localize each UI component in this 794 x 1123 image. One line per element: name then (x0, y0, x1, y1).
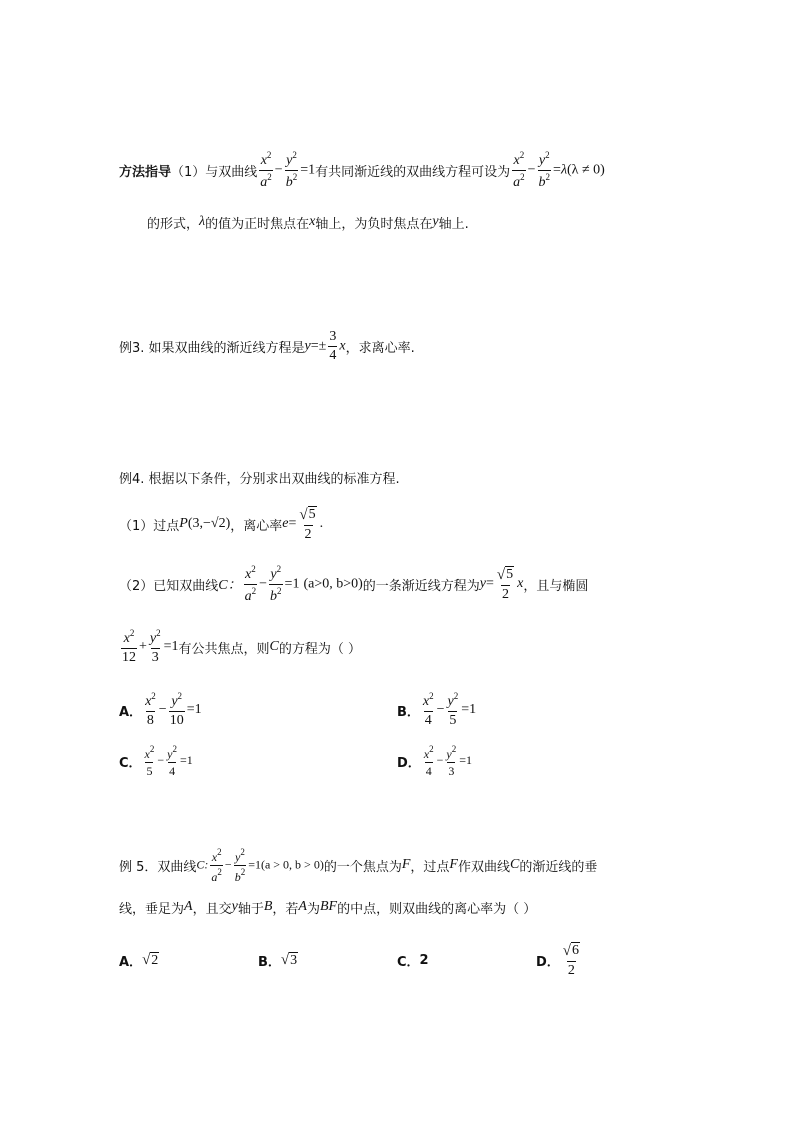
eccentricity-equation: e= √ 5 2 . (282, 506, 324, 542)
hyperbola-equation-lambda: $\frac{x^2}{a^2}$ − $\frac{y^2}{b^2}$ =λ(λ ≠ 0) (513, 149, 605, 190)
ex5-choice-a[interactable] (119, 940, 159, 980)
choice-label: C． (397, 954, 420, 970)
point-b: B (263, 899, 273, 914)
point-p: P(3,−√2) (179, 516, 231, 531)
focus-f: F (401, 857, 411, 872)
choice-b-formula: $\frac{x^2}{4}$ − $\frac{y^2}{5}$ =1 (422, 691, 477, 728)
asymptote-equation: y=± $\frac{3}{4}$ x (304, 328, 346, 363)
method-line-1 (119, 150, 605, 190)
ex5-d: 作双曲线 (457, 859, 510, 875)
hyperbola-c-equation: $\frac{x^2}{a^2}$ − $\frac{y^2}{b^2}$ =1 (a>0, b>0) (244, 563, 363, 604)
lambda-symbol: λ (199, 214, 206, 229)
y-axis-symbol: y (432, 214, 439, 229)
ellipse-equation: $\frac{x^2}{12}$ + $\frac{y^2}{3}$ =1 (122, 628, 179, 665)
asymptote-sqrt5: y= √ 5 2 x (479, 566, 524, 602)
example-5-line-1 (119, 845, 597, 885)
choice-c-formula: $\frac{x^2}{5}$ − $\frac{y^2}{4}$ =1 (144, 744, 193, 778)
ex4-choice-b[interactable] (397, 690, 476, 730)
y-axis-5: y (231, 899, 238, 914)
method-label: 方法指导 (119, 164, 172, 180)
choice-label: B． (258, 954, 281, 970)
method-line2-c: 轴上，为负时焦点在 (315, 216, 433, 232)
ex4-p2-d: 有公共焦点，则 (178, 641, 270, 657)
ex5-e: 的渐近线的垂 (519, 859, 598, 875)
segment-bf: BF (319, 899, 338, 914)
ex5-choice-d[interactable] (536, 940, 583, 980)
choice-a-formula: $\frac{x^2}{8}$ − $\frac{y^2}{10}$ =1 (145, 691, 202, 728)
choice-label: A． (119, 954, 143, 970)
ex3-prefix: 例3. 如果双曲线的渐近线方程是 (119, 340, 305, 356)
ex5-j: 为 (306, 901, 320, 917)
sqrt-3: √ 3 (280, 952, 298, 969)
ex5-f: 线，垂足为 (119, 901, 185, 917)
ex5-choice-c[interactable] (397, 940, 429, 980)
example-3 (119, 326, 415, 366)
ex4-p1-a: （1）过点 (119, 518, 180, 534)
ex3-suffix: ，求离心率. (345, 340, 415, 356)
choice-label: B． (397, 704, 420, 720)
method-line2-d: 轴上. (438, 216, 469, 232)
ex4-choice-a[interactable] (119, 690, 202, 730)
hyperbola-c-equation-5: C: $\frac{x^2}{a^2}$ − $\frac{y^2}{b^2}$ =1(a > 0, b > 0) (196, 846, 324, 884)
method-line2-b: 的值为正时焦点在 (205, 216, 310, 232)
ex4-p2-e: 的方程为（ ） (278, 641, 362, 657)
point-a-2: A (298, 899, 307, 914)
ex4-p2-a: （2）已知双曲线 (119, 578, 219, 594)
ex5-choice-b[interactable] (258, 940, 298, 980)
choice-c-value: 2 (419, 952, 429, 968)
point-a: A (184, 899, 193, 914)
curve-c-5: C (510, 857, 520, 872)
hyperbola-equation: $\frac{x^2}{a^2}$ − $\frac{y^2}{b^2}$ =1 (260, 149, 316, 190)
ex4-p1-b: ，离心率 (230, 518, 283, 534)
example-5-line-2 (119, 887, 536, 927)
ex5-a: 例 5．双曲线 (119, 859, 197, 875)
focus-f-2: F (449, 857, 458, 872)
ex5-c: ，过点 (410, 859, 450, 875)
ex5-b: 的一个焦点为 (323, 859, 402, 875)
choice-label: A． (119, 704, 143, 720)
ex5-g: ，且交 (192, 901, 232, 917)
method-text-2: 有共同渐近线的双曲线方程可设为 (315, 164, 511, 180)
example-4-part-2 (119, 564, 588, 604)
ex4-p2-c: ，且与椭圆 (523, 578, 589, 594)
method-line2-a: 的形式， (147, 216, 200, 232)
curve-c-symbol: C (269, 639, 279, 654)
choice-d-formula: $\frac{x^2}{4}$ − $\frac{y^2}{3}$ =1 (423, 744, 473, 778)
curve-c-label: C： (218, 578, 242, 593)
sqrt6-over-2: √ 6 2 (562, 942, 580, 978)
ex4-p2-b: 的一条渐近线方程为 (362, 578, 480, 594)
ex4-choice-d[interactable] (397, 741, 472, 781)
method-text-1: （1）与双曲线 (171, 164, 258, 180)
ex4-title: 例4. 根据以下条件，分别求出双曲线的标准方程. (119, 471, 400, 487)
x-axis-symbol: x (309, 214, 316, 229)
example-4-title (119, 457, 400, 497)
ex5-h: 轴于 (237, 901, 264, 917)
ex5-i: ，若 (272, 901, 299, 917)
choice-label: C． (119, 755, 142, 771)
method-line-2 (147, 202, 469, 242)
example-4-part-1 (119, 504, 323, 544)
example-4-part-2-cont (119, 627, 361, 667)
ex5-k: 的中点，则双曲线的离心率为（ ） (337, 901, 537, 917)
choice-label: D． (536, 954, 560, 970)
ex4-choice-c[interactable] (119, 741, 193, 781)
sqrt-2: √ 2 (142, 952, 159, 969)
choice-label: D． (397, 755, 421, 771)
